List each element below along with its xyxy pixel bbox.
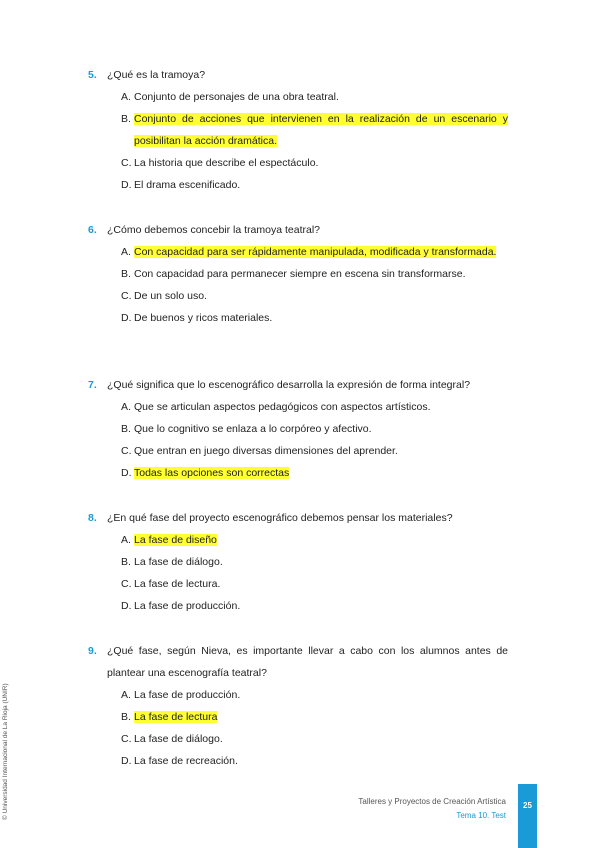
option-letter: B. bbox=[121, 556, 131, 568]
question-7 bbox=[88, 374, 508, 484]
option-a bbox=[121, 86, 508, 108]
option-letter: C. bbox=[121, 157, 132, 169]
option-b bbox=[121, 551, 508, 573]
option-letter: C. bbox=[121, 445, 132, 457]
option-letter: D. bbox=[121, 600, 132, 612]
option-letter: A. bbox=[121, 689, 131, 701]
option-text: Que se articulan aspectos pedagógicos con aspectos artísticos. bbox=[134, 401, 431, 413]
copyright-notice: © Universidad Internacional de La Rioja (UNIR) bbox=[2, 683, 9, 820]
question-9 bbox=[88, 640, 508, 772]
option-letter: A. bbox=[121, 246, 131, 258]
question-number: 6. bbox=[88, 224, 97, 236]
option-c bbox=[121, 573, 508, 595]
options-list bbox=[121, 396, 508, 484]
option-c bbox=[121, 440, 508, 462]
option-c bbox=[121, 285, 508, 307]
question-5 bbox=[88, 64, 508, 196]
option-letter: A. bbox=[121, 91, 131, 103]
option-letter: D. bbox=[121, 312, 132, 324]
option-c bbox=[121, 152, 508, 174]
options-list bbox=[121, 529, 508, 617]
question-text: ¿Cómo debemos concebir la tramoya teatral? bbox=[107, 224, 321, 236]
option-text: Conjunto de personajes de una obra teatral. bbox=[134, 91, 339, 103]
option-text: La fase de recreación. bbox=[134, 755, 238, 767]
course-title: Talleres y Proyectos de Creación Artística bbox=[358, 797, 506, 806]
option-text: La fase de diálogo. bbox=[134, 733, 223, 745]
option-text-highlighted: Todas las opciones son correctas bbox=[134, 467, 290, 479]
options-list bbox=[121, 684, 508, 772]
option-text: La historia que describe el espectáculo. bbox=[134, 157, 319, 169]
option-b bbox=[121, 706, 508, 728]
option-text: De un solo uso. bbox=[134, 290, 207, 302]
option-d bbox=[121, 462, 508, 484]
option-d bbox=[121, 174, 508, 196]
option-text: Que entran en juego diversas dimensiones del aprender. bbox=[134, 445, 398, 457]
option-b bbox=[121, 263, 508, 285]
option-text: Con capacidad para permanecer siempre en escena sin transformarse. bbox=[134, 268, 466, 280]
page-number: 25 bbox=[518, 784, 537, 848]
question-text: ¿Qué significa que lo escenográfico desarrolla la expresión de forma integral? bbox=[107, 379, 471, 391]
option-a bbox=[121, 684, 508, 706]
option-letter: D. bbox=[121, 467, 132, 479]
question-text: ¿Qué fase, según Nieva, es importante llevar a cabo con los alumnos antes de plantear una escenografía teatral? bbox=[107, 645, 508, 679]
question-number: 8. bbox=[88, 512, 97, 524]
option-letter: D. bbox=[121, 179, 132, 191]
options-list bbox=[121, 241, 508, 329]
option-text: La fase de lectura. bbox=[134, 578, 221, 590]
option-letter: A. bbox=[121, 401, 131, 413]
question-number: 5. bbox=[88, 69, 97, 81]
option-text-highlighted: Con capacidad para ser rápidamente manipulada, modificada y transformada. bbox=[134, 246, 497, 258]
option-text: De buenos y ricos materiales. bbox=[134, 312, 273, 324]
option-d bbox=[121, 595, 508, 617]
option-letter: B. bbox=[121, 113, 131, 125]
option-a bbox=[121, 529, 508, 551]
page-footer bbox=[358, 795, 506, 823]
question-text: ¿Qué es la tramoya? bbox=[107, 69, 206, 81]
option-letter: C. bbox=[121, 733, 132, 745]
option-a bbox=[121, 241, 508, 263]
option-text: La fase de producción. bbox=[134, 600, 241, 612]
option-letter: C. bbox=[121, 290, 132, 302]
option-b bbox=[121, 108, 508, 152]
question-6 bbox=[88, 219, 508, 329]
option-text-highlighted: La fase de lectura bbox=[134, 711, 218, 723]
question-text: ¿En qué fase del proyecto escenográfico debemos pensar los materiales? bbox=[107, 512, 453, 524]
option-letter: B. bbox=[121, 423, 131, 435]
option-text-highlighted: Conjunto de acciones que intervienen en la realización de un escenario y posibilitan la acción dramática. bbox=[134, 113, 508, 147]
option-text: La fase de diálogo. bbox=[134, 556, 223, 568]
option-letter: D. bbox=[121, 755, 132, 767]
question-number: 7. bbox=[88, 379, 97, 391]
option-a bbox=[121, 396, 508, 418]
option-letter: B. bbox=[121, 268, 131, 280]
option-letter: C. bbox=[121, 578, 132, 590]
unit-label: Tema 10. Test bbox=[456, 811, 506, 820]
question-8 bbox=[88, 507, 508, 617]
option-text-highlighted: La fase de diseño bbox=[134, 534, 217, 546]
option-text: La fase de producción. bbox=[134, 689, 241, 701]
option-d bbox=[121, 307, 508, 329]
option-letter: B. bbox=[121, 711, 131, 723]
option-d bbox=[121, 750, 508, 772]
option-c bbox=[121, 728, 508, 750]
option-text: El drama escenificado. bbox=[134, 179, 241, 191]
question-number: 9. bbox=[88, 645, 97, 657]
option-letter: A. bbox=[121, 534, 131, 546]
option-text: Que lo cognitivo se enlaza a lo corpóreo y afectivo. bbox=[134, 423, 372, 435]
options-list bbox=[121, 86, 508, 196]
option-b bbox=[121, 418, 508, 440]
